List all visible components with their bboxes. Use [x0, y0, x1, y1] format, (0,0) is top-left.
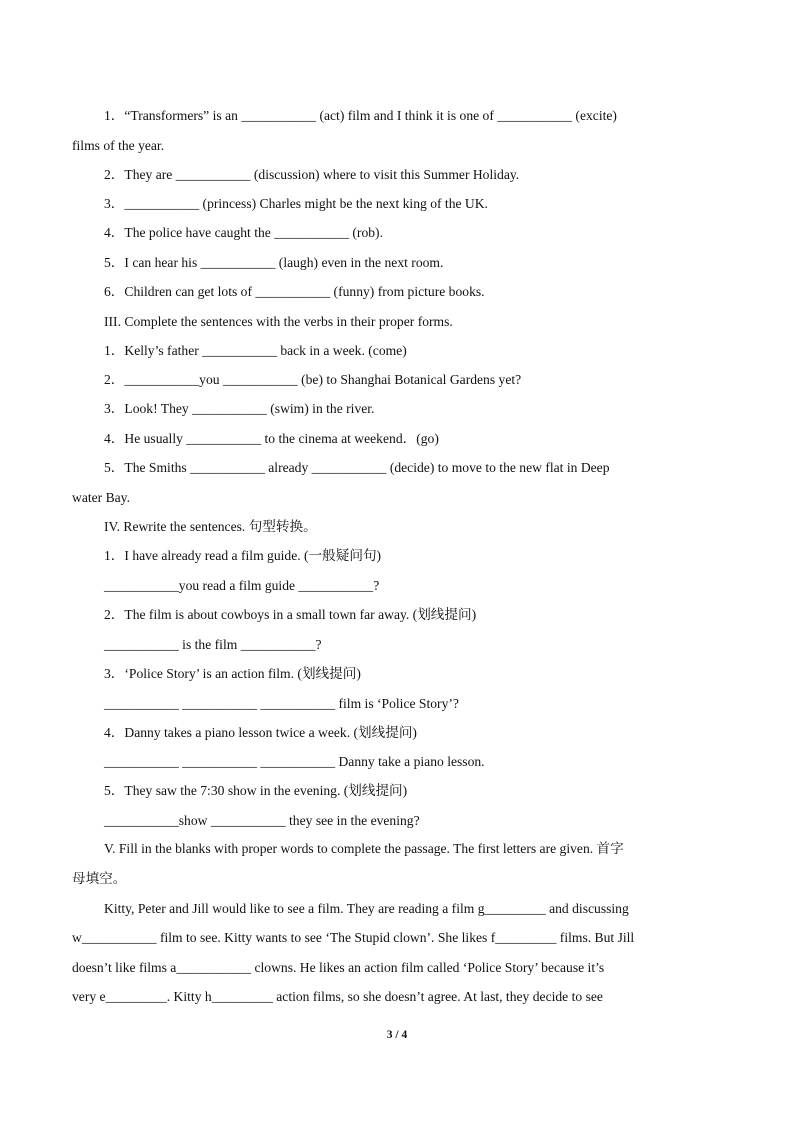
passage-line: Kitty, Peter and Jill would like to see a film. They are reading a film g_________ and discussing — [104, 901, 629, 916]
section-heading: IV. Rewrite the sentences. 句型转换。 — [104, 519, 317, 534]
passage-line: w___________ film to see. Kitty wants to see ‘The Stupid clown’. She likes f_________ films. But Jill — [72, 930, 635, 945]
text-line: 2．They are ___________ (discussion) where to visit this Summer Holiday. — [104, 167, 520, 182]
passage-line: doesn’t like films a___________ clowns. He likes an action film called ‘Police Story’ because it’s — [72, 960, 605, 975]
page-number: 3 / 4 — [386, 1029, 408, 1041]
text-line: 5．They saw the 7:30 show in the evening. (划线提问) — [104, 783, 408, 798]
text-line: 6．Children can get lots of ___________ (funny) from picture books. — [104, 284, 485, 299]
section-heading: III. Complete the sentences with the verbs in their proper forms. — [104, 314, 453, 329]
section-heading: V. Fill in the blanks with proper words to complete the passage. The first letters are given. 首字 — [104, 841, 624, 856]
text-line: 3．___________ (princess) Charles might be the next king of the UK. — [104, 196, 488, 211]
answer-line: ___________ ___________ ___________ Danny take a piano lesson. — [104, 754, 485, 769]
answer-line: ___________ is the film ___________? — [104, 637, 322, 652]
text-line: 4．Danny takes a piano lesson twice a week. (划线提问) — [104, 725, 417, 740]
text-line: 5．I can hear his ___________ (laugh) even in the next room. — [104, 255, 444, 270]
text-line: 4．He usually ___________ to the cinema at weekend．(go) — [104, 431, 439, 446]
text-line: 3．Look! They ___________ (swim) in the river. — [104, 401, 375, 416]
text-line: 1．“Transformers” is an ___________ (act) film and I think it is one of ___________ (excite) — [104, 108, 617, 123]
text-line: 2．___________you ___________ (be) to Shanghai Botanical Gardens yet? — [104, 372, 522, 387]
text-line: 1．Kelly’s father ___________ back in a week. (come) — [104, 343, 407, 358]
text-line: 1．I have already read a film guide. (一般疑问句) — [104, 548, 382, 563]
answer-line: ___________you read a film guide ___________? — [104, 578, 380, 593]
text-line: 4．The police have caught the ___________ (rob). — [104, 225, 383, 240]
answer-line: ___________show ___________ they see in the evening? — [104, 813, 420, 828]
answer-line: ___________ ___________ ___________ film is ‘Police Story’? — [104, 696, 459, 711]
text-line: 3．‘Police Story’ is an action film. (划线提问) — [104, 666, 361, 681]
text-line: 2．The film is about cowboys in a small town far away. (划线提问) — [104, 607, 477, 622]
text-line: films of the year. — [72, 138, 165, 153]
text-line: 5．The Smiths ___________ already ___________ (decide) to move to the new flat in Deep — [104, 460, 610, 475]
section-heading: 母填空。 — [72, 871, 127, 886]
passage-line: very e_________. Kitty h_________ action films, so she doesn’t agree. At last, they decide to see — [72, 989, 603, 1004]
text-line: water Bay. — [72, 490, 130, 505]
